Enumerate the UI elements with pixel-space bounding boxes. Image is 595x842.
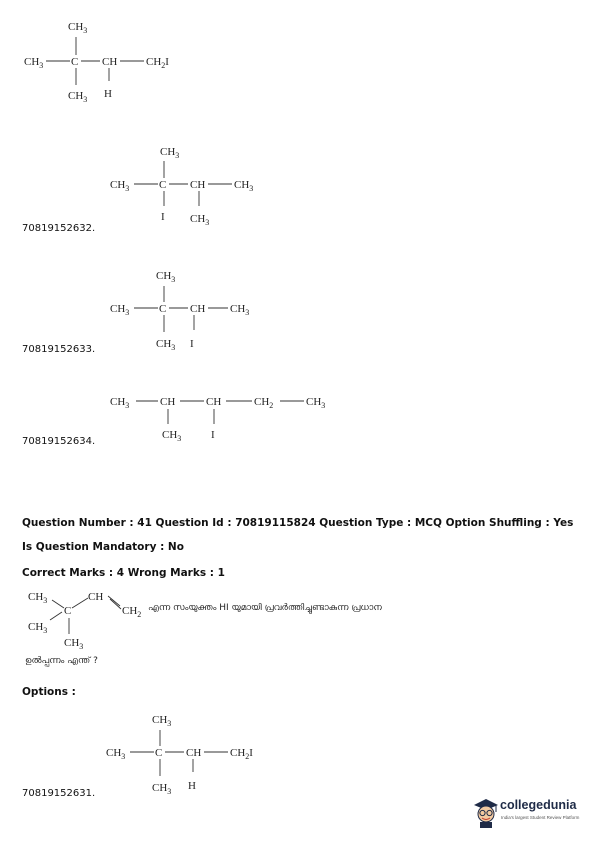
ch-label: CH (88, 591, 104, 603)
option-id-3: 70819152633. (22, 344, 96, 355)
question-text-part1: എന്ന സംയുക്തം HI യുമായി പ്രവർത്തിച്ചുണ്ടാകുന്ന പ്രധാന (148, 603, 382, 613)
iodine-label: I (161, 211, 165, 223)
ch3-left-label: $CH_3$ (24, 56, 44, 70)
carbon-label: C (64, 605, 72, 617)
iodine-label: I (211, 429, 215, 441)
logo-name: collegedunia (500, 798, 577, 812)
options-label: Options : (22, 686, 76, 698)
ch2-label: $CH_2$ (122, 605, 142, 619)
structure-option-1 (104, 708, 284, 798)
carbon-label: C (159, 179, 167, 191)
option-id-1: 70819152631. (22, 788, 96, 799)
question-meta-line2: Is Question Mandatory : No (22, 541, 184, 553)
ch-label: CH (186, 747, 202, 759)
carbon-label: C (155, 747, 163, 759)
ch3-bottom-label: $CH_3$ (156, 338, 176, 352)
ch-label: CH (190, 179, 206, 191)
question-meta-line1: Question Number : 41 Question Id : 70819115824 Question Type : MCQ Option Shuffling : Yes (22, 517, 574, 529)
ch-a-label: CH (160, 396, 176, 408)
structure-option-2 (108, 140, 288, 230)
collegedunia-logo (472, 796, 587, 830)
option-id-4: 70819152634. (22, 436, 96, 447)
ch3-right-label: $CH_3$ (230, 303, 250, 317)
ch3-lower-left-label: $CH_3$ (28, 621, 48, 635)
ch3-top-label: $CH_3$ (152, 714, 172, 728)
h-label: H (188, 780, 196, 792)
carbon-label: C (159, 303, 167, 315)
ch3-bottom-label: $CH_3$ (162, 429, 182, 443)
question-structure (24, 586, 164, 658)
ch3-upper-label: $CH_3$ (28, 591, 48, 605)
ch-label: CH (190, 303, 206, 315)
h-label: H (104, 88, 112, 100)
ch2i-label: $CH_2I$ (230, 747, 253, 761)
structure-option-3 (108, 264, 288, 354)
ch3-lower-label: $CH_3$ (64, 637, 84, 651)
ch3-left-label: $CH_3$ (110, 396, 130, 410)
ch3-bottom-label: $CH_3$ (68, 90, 88, 104)
ch2-label: $CH_2$ (254, 396, 274, 410)
marks-line: Correct Marks : 4 Wrong Marks : 1 (22, 567, 225, 579)
ch2i-label: $CH_2I$ (146, 56, 169, 70)
structure-option-top (20, 15, 200, 105)
ch3-left-label: $CH_3$ (110, 179, 130, 193)
ch-label: CH (102, 56, 118, 68)
ch3-left-label: $CH_3$ (106, 747, 126, 761)
mascot-icon (472, 796, 500, 828)
ch3-top-label: $CH_3$ (68, 21, 88, 35)
question-text-part2: ഉൽപ്പന്നം എന്ത് ? (25, 656, 98, 666)
ch3-left-label: $CH_3$ (110, 303, 130, 317)
ch3-right-label: $CH_3$ (234, 179, 254, 193)
ch3-bottom-label: $CH_3$ (190, 213, 210, 227)
structure-option-4 (108, 390, 348, 450)
ch3-bottom-label: $CH_3$ (152, 782, 172, 796)
ch3-top-label: $CH_3$ (160, 146, 180, 160)
ch-b-label: CH (206, 396, 222, 408)
ch3-top-label: $CH_3$ (156, 270, 176, 284)
ch3-right-label: $CH_3$ (306, 396, 326, 410)
carbon-label: C (71, 56, 79, 68)
option-id-2: 70819152632. (22, 223, 96, 234)
logo-tagline: India's largest Student Review Platform (501, 815, 580, 820)
iodine-label: I (190, 338, 194, 350)
